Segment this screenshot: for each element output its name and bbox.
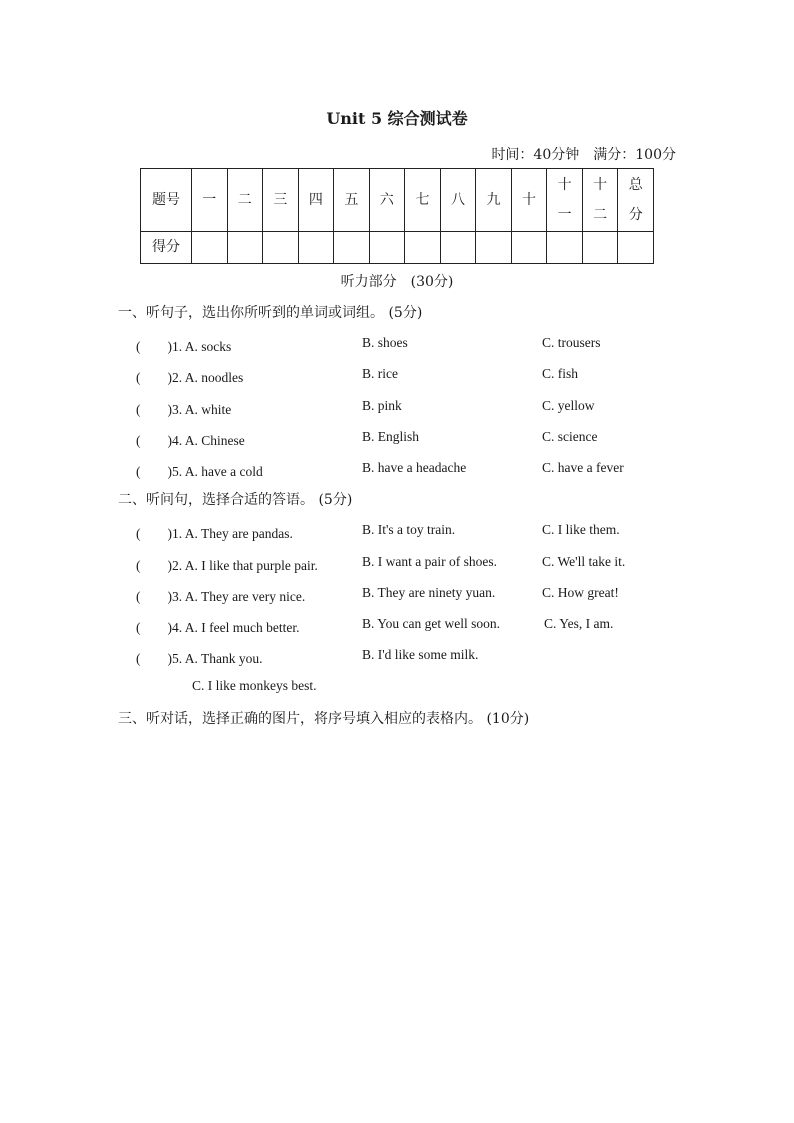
section-1-heading: 一、听句子，选出你所听到的单词或词组。 (5分) [118,305,423,321]
option-c: C. trousers [542,335,601,350]
col-7: 七 [405,169,441,232]
score-cell[interactable] [405,231,441,263]
score-cell[interactable] [511,231,547,263]
question-text: ( )5. A. Thank you. [136,651,263,666]
score-label: 满分：100分 [593,147,676,163]
question-text: ( )3. A. They are very nice. [136,589,306,604]
col-8: 八 [440,169,476,232]
score-cell[interactable] [618,231,654,263]
option-b: B. pink [362,398,402,413]
option-b: B. It's a toy train. [362,522,456,537]
score-table [140,168,654,264]
question-text: ( )4. A. Chinese [136,433,245,448]
question-text: ( )2. A. noodles [136,370,244,385]
page-title: Unit 5 综合测试卷 [326,109,468,128]
col-11-top: 十 [557,176,572,193]
score-table-score-row [141,231,654,263]
col-12-bottom: 二 [593,206,608,223]
score-cell[interactable] [582,231,618,263]
score-cell[interactable] [334,231,370,263]
option-b: B. shoes [362,335,408,350]
question-number-label: 题号 [141,169,192,232]
option-c: C. How great! [542,585,619,600]
question-text: ( )1. A. They are pandas. [136,526,293,541]
option-b: B. I want a pair of shoes. [362,554,497,569]
col-5: 五 [334,169,370,232]
time-label: 时间：40分钟 [491,147,580,163]
col-3: 三 [263,169,299,232]
col-12-top: 十 [593,176,608,193]
score-cell[interactable] [440,231,476,263]
score-cell[interactable] [227,231,263,263]
score-cell[interactable] [298,231,334,263]
option-c: C. I like them. [542,522,620,537]
section-3-heading: 三、听对话，选择正确的图片，将序号填入相应的表格内。 (10分) [118,711,530,727]
option-c: C. Yes, I am. [544,616,614,631]
col-1: 一 [192,169,228,232]
option-c: C. yellow [542,398,595,413]
option-c: C. have a fever [542,460,624,475]
score-cell[interactable] [547,231,583,263]
score-cell[interactable] [369,231,405,263]
col-11-bottom: 一 [557,206,572,223]
option-c: C. science [542,429,598,444]
score-cell[interactable] [192,231,228,263]
question-text: ( )4. A. I feel much better. [136,620,300,635]
col-10: 十 [511,169,547,232]
option-c: C. We'll take it. [542,554,626,569]
question-text: ( )1. A. socks [136,339,232,354]
option-b: B. You can get well soon. [362,616,500,631]
option-b: B. rice [362,366,398,381]
score-table-header-row [141,169,654,232]
listening-heading: 听力部分 (30分) [340,274,454,290]
option-b: B. English [362,429,420,444]
exam-meta [491,144,676,164]
score-cell[interactable] [263,231,299,263]
section-2-heading: 二、听问句，选择合适的答语。 (5分) [118,492,353,508]
col-12 [582,169,618,232]
col-total [618,169,654,232]
col-total-top: 总 [628,176,643,193]
s2-question-5-option-c: C. I like monkeys best. [192,678,317,693]
option-c: C. fish [542,366,579,381]
option-b: B. I'd like some milk. [362,647,479,662]
col-4: 四 [298,169,334,232]
score-label-cell: 得分 [141,231,192,263]
col-2: 二 [227,169,263,232]
question-text: ( )3. A. white [136,402,232,417]
question-text: ( )5. A. have a cold [136,464,263,479]
question-text: ( )2. A. I like that purple pair. [136,558,318,573]
col-total-bottom: 分 [628,206,643,223]
col-11 [547,169,583,232]
col-9: 九 [476,169,512,232]
col-6: 六 [369,169,405,232]
option-b: B. They are ninety yuan. [362,585,496,600]
option-b: B. have a headache [362,460,467,475]
score-cell[interactable] [476,231,512,263]
